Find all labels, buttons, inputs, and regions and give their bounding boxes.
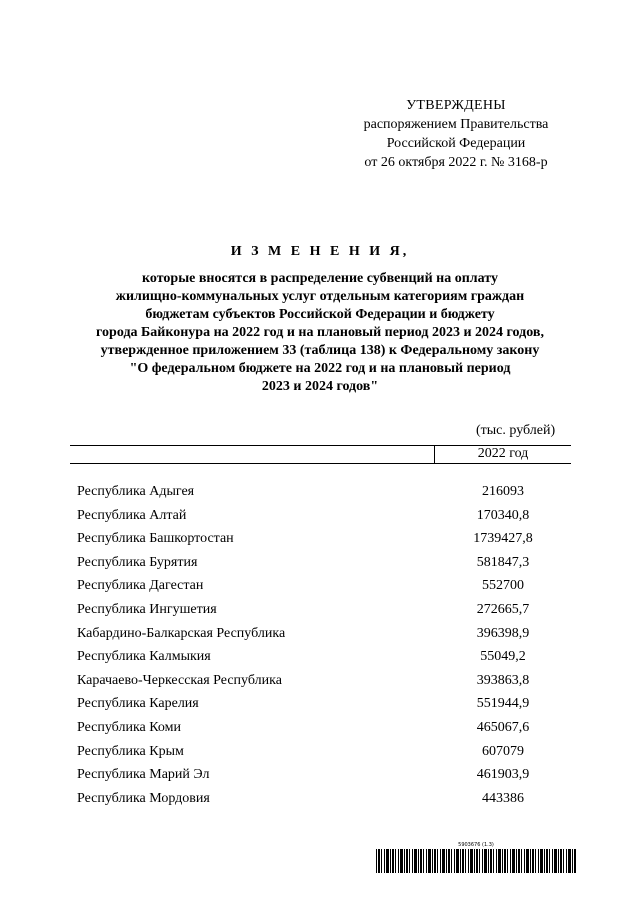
subtitle-line: жилищно-коммунальных услуг отдельным категориям граждан bbox=[115, 289, 525, 304]
table-row bbox=[0, 645, 640, 669]
subsidy-value: 607079 bbox=[482, 743, 524, 759]
region-name: Республика Марий Эл bbox=[77, 767, 210, 783]
table-row bbox=[0, 763, 640, 787]
region-name: Республика Карелия bbox=[77, 696, 199, 712]
approval-line: Российской Федерации bbox=[386, 136, 526, 151]
table-row bbox=[0, 669, 640, 693]
barcode-icon bbox=[376, 849, 576, 873]
subsidy-value: 465067,6 bbox=[476, 719, 530, 735]
subtitle-line: утвержденное приложением 33 (таблица 138) к Федеральному закону bbox=[100, 343, 540, 358]
subsidy-value: 55049,2 bbox=[480, 649, 526, 665]
subsidy-value: 443386 bbox=[482, 790, 524, 806]
table-rule-bottom bbox=[70, 463, 571, 464]
subsidy-value: 272665,7 bbox=[476, 601, 530, 617]
units-label: (тыс. рублей) bbox=[476, 423, 556, 438]
subsidy-value: 216093 bbox=[482, 484, 524, 499]
region-name: Республика Алтай bbox=[77, 507, 187, 523]
document-title: И З М Е Н Е Н И Я, bbox=[230, 244, 410, 259]
table-row bbox=[0, 480, 640, 504]
document-heading bbox=[60, 243, 580, 396]
region-name: Республика Ингушетия bbox=[77, 601, 217, 617]
approval-title: УТВЕРЖДЕНЫ bbox=[406, 98, 506, 113]
region-name: Республика Башкортостан bbox=[77, 531, 234, 547]
table-row bbox=[0, 504, 640, 528]
table-row bbox=[0, 551, 640, 575]
column-header-year: 2022 год bbox=[477, 446, 529, 461]
subtitle-line: "О федеральном бюджете на 2022 год и на плановый период bbox=[129, 361, 511, 376]
approval-line: распоряжением Правительства bbox=[363, 117, 549, 132]
region-name: Республика Коми bbox=[77, 719, 181, 735]
table-row bbox=[0, 527, 640, 551]
subsidy-value: 461903,9 bbox=[476, 767, 530, 783]
document-barcode bbox=[376, 842, 576, 873]
table-row bbox=[0, 598, 640, 622]
approval-stamp bbox=[340, 96, 572, 172]
subsidy-value: 1739427,8 bbox=[473, 531, 533, 547]
region-name: Республика Бурятия bbox=[77, 554, 198, 570]
subsidy-value: 552700 bbox=[482, 578, 524, 594]
region-name: Республика Дагестан bbox=[77, 578, 204, 594]
table-row bbox=[0, 716, 640, 740]
subsidy-value: 393863,8 bbox=[476, 672, 530, 688]
subsidy-value: 396398,9 bbox=[476, 625, 530, 641]
barcode-label: 5903676 (1.3) bbox=[458, 842, 494, 848]
subtitle-line: которые вносятся в распределение субвенций на оплату bbox=[142, 271, 498, 286]
table-row bbox=[0, 574, 640, 598]
region-name: Карачаево-Черкесская Республика bbox=[77, 672, 282, 688]
region-name: Республика Адыгея bbox=[77, 484, 195, 499]
subtitle-line: бюджетам субъектов Российской Федерации и бюджету bbox=[145, 307, 495, 322]
table-row bbox=[0, 787, 640, 811]
region-name: Республика Калмыкия bbox=[77, 649, 211, 665]
region-name: Республика Мордовия bbox=[77, 790, 210, 806]
document-subtitle bbox=[60, 270, 580, 396]
region-name: Республика Крым bbox=[77, 743, 184, 759]
table-body bbox=[0, 480, 640, 810]
subsidy-value: 170340,8 bbox=[476, 507, 530, 523]
table-row bbox=[0, 622, 640, 646]
table-row bbox=[0, 692, 640, 716]
approval-line: от 26 октября 2022 г. № 3168-р bbox=[364, 155, 548, 170]
table-row bbox=[0, 740, 640, 764]
subtitle-line: 2023 и 2024 годов" bbox=[261, 379, 379, 394]
region-name: Кабардино-Балкарская Республика bbox=[77, 625, 286, 641]
subtitle-line: города Байконура на 2022 год и на плановый период 2023 и 2024 годов, bbox=[96, 325, 544, 340]
subsidy-value: 551944,9 bbox=[476, 696, 530, 712]
subsidy-value: 581847,3 bbox=[476, 554, 530, 570]
